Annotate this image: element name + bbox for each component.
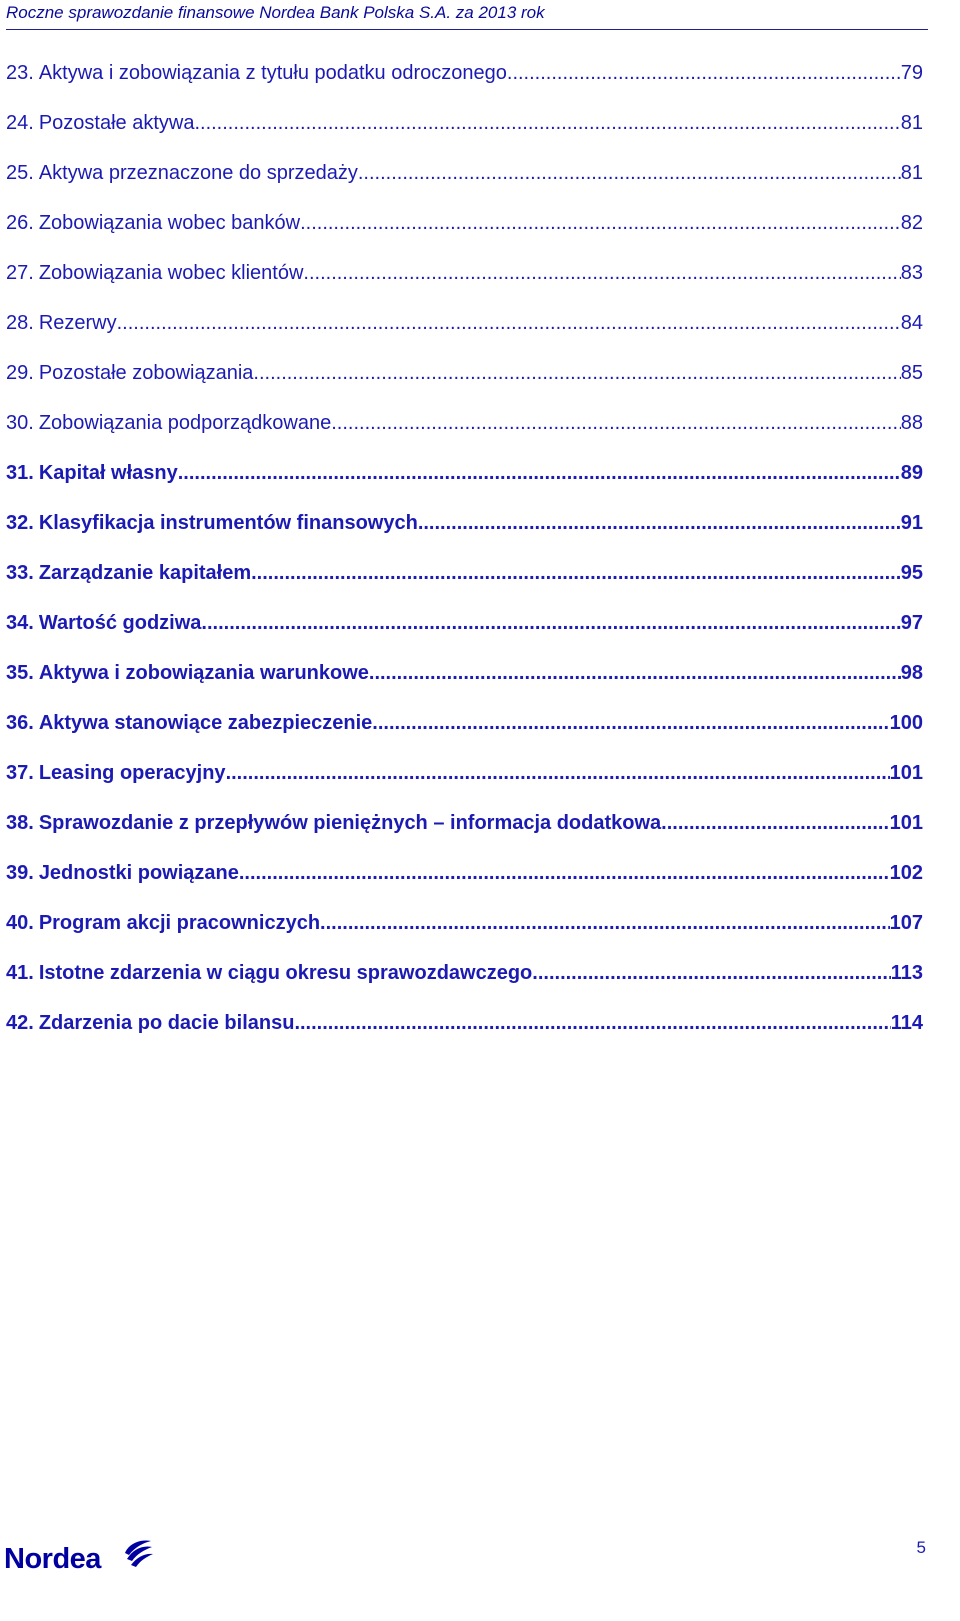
toc-entry-label: Program akcji pracowniczych (38, 912, 321, 934)
toc-entry-label: Zobowiązania podporządkowane (38, 412, 332, 434)
toc-entry-label: Zarządzanie kapitałem (38, 562, 252, 584)
toc-dot-leader (239, 860, 890, 886)
toc-entry-number: 39. (6, 862, 34, 884)
toc-entry-page: 101 (889, 812, 923, 834)
page-header (6, 3, 928, 30)
toc-dot-leader (320, 910, 890, 936)
toc-entry-page: 102 (889, 862, 923, 884)
toc-entry-page: 100 (889, 712, 923, 734)
toc-entry-page: 79 (900, 62, 923, 84)
toc-entry-page: 101 (889, 762, 923, 784)
toc-entry-page: 97 (900, 612, 923, 634)
toc-entry-page: 91 (900, 512, 923, 534)
toc-entry[interactable] (6, 260, 923, 310)
toc-entry-label: Wartość godziwa (38, 612, 202, 634)
toc-entry-label: Pozostałe aktywa (38, 112, 195, 134)
toc-entry-number: 33. (6, 562, 34, 584)
toc-dot-leader (294, 1010, 890, 1036)
toc-entry-number: 38. (6, 812, 34, 834)
toc-entry-label: Sprawozdanie z przepływów pieniężnych – informacja dodatkowa (38, 812, 662, 834)
toc-entry-label: Zobowiązania wobec banków (38, 212, 301, 234)
toc-dot-leader (532, 960, 890, 986)
toc-dot-leader (512, 60, 900, 86)
toc-entry-label: Istotne zdarzenia w ciągu okresu sprawozdawczego (38, 962, 533, 984)
toc-entry-number: 25. (6, 162, 34, 184)
toc-entry[interactable] (6, 710, 923, 760)
document-title: Roczne sprawozdanie finansowe Nordea Bank Polska S.A. za 2013 rok (6, 3, 545, 22)
toc-dot-leader (251, 560, 901, 586)
toc-entry[interactable] (6, 60, 923, 110)
toc-entry-number: 29. (6, 362, 34, 384)
toc-entry-number: 36. (6, 712, 34, 734)
toc-entry-page: 82 (900, 212, 923, 234)
toc-entry[interactable] (6, 860, 923, 910)
toc-entry[interactable] (6, 660, 923, 710)
toc-dot-leader (331, 410, 901, 436)
toc-entry[interactable] (6, 160, 923, 210)
toc-entry[interactable] (6, 910, 923, 960)
toc-dot-leader (201, 610, 900, 636)
toc-entry-label: Klasyfikacja instrumentów finansowych (38, 512, 418, 534)
toc-entry-page: 89 (900, 462, 923, 484)
toc-entry-page: 83 (900, 262, 923, 284)
toc-dot-leader (178, 460, 901, 486)
toc-entry-label: Jednostki powiązane (38, 862, 239, 884)
toc-entry-label: Zdarzenia po dacie bilansu (38, 1012, 295, 1034)
toc-entry[interactable] (6, 360, 923, 410)
toc-entry-number: 23. (6, 62, 34, 84)
toc-entry[interactable] (6, 810, 923, 860)
toc-dot-leader (358, 160, 901, 186)
toc-entry-label: Zobowiązania wobec klientów (38, 262, 304, 284)
nordea-logo (4, 1537, 154, 1571)
toc-dot-leader (194, 110, 900, 136)
page-number: 5 (916, 1538, 926, 1557)
toc-entry-label: Aktywa i zobowiązania z tytułu podatku odroczonego. (38, 62, 513, 84)
toc-entry-page: 95 (900, 562, 923, 584)
toc-entry[interactable] (6, 460, 923, 510)
toc-entry-page: 107 (889, 912, 923, 934)
toc-entry-label: Pozostałe zobowiązania (38, 362, 254, 384)
toc-entry-label: Aktywa przeznaczone do sprzedaży (38, 162, 358, 184)
toc-entry[interactable] (6, 210, 923, 260)
toc-entry-number: 34. (6, 612, 34, 634)
toc-entry-number: 35. (6, 662, 34, 684)
toc-entry-number: 27. (6, 262, 34, 284)
toc-entry[interactable] (6, 1010, 923, 1060)
toc-entry[interactable] (6, 310, 923, 360)
toc-entry[interactable] (6, 760, 923, 810)
toc-entry[interactable] (6, 510, 923, 560)
toc-entry-page: 81 (900, 162, 923, 184)
toc-entry-number: 41. (6, 962, 34, 984)
toc-dot-leader (303, 260, 900, 286)
toc-entry-page: 88 (900, 412, 923, 434)
toc-entry-page: 84 (900, 312, 923, 334)
toc-entry-page: 98 (900, 662, 923, 684)
toc-dot-leader (300, 210, 901, 236)
toc-dot-leader (369, 660, 901, 686)
toc-entry[interactable] (6, 560, 923, 610)
toc-entry[interactable] (6, 960, 923, 1010)
toc-dot-leader (253, 360, 900, 386)
toc-entry[interactable] (6, 610, 923, 660)
toc-entry-number: 37. (6, 762, 34, 784)
toc-dot-leader (372, 710, 889, 736)
toc-entry-number: 32. (6, 512, 34, 534)
toc-dot-leader (418, 510, 901, 536)
toc-entry-number: 30. (6, 412, 34, 434)
toc-entry-number: 42. (6, 1012, 34, 1034)
toc-entry-number: 31. (6, 462, 34, 484)
table-of-contents (6, 60, 923, 1060)
svg-text:Nordea: Nordea (4, 1543, 101, 1571)
toc-entry-number: 24. (6, 112, 34, 134)
toc-entry-number: 40. (6, 912, 34, 934)
toc-entry-label: Aktywa i zobowiązania warunkowe (38, 662, 369, 684)
toc-entry-label: Kapitał własny (38, 462, 178, 484)
toc-entry-number: 26. (6, 212, 34, 234)
toc-dot-leader (661, 810, 889, 836)
toc-entry-number: 28. (6, 312, 34, 334)
toc-entry-label: Aktywa stanowiące zabezpieczenie (38, 712, 373, 734)
toc-entry-page: 113 (890, 962, 923, 984)
toc-entry-page: 81 (900, 112, 923, 134)
toc-entry-page: 114 (890, 1012, 923, 1034)
toc-dot-leader (117, 310, 901, 336)
toc-entry-page: 85 (900, 362, 923, 384)
toc-entry-label: Leasing operacyjny (38, 762, 226, 784)
toc-entry-label: Rezerwy (38, 312, 117, 334)
toc-dot-leader (226, 760, 890, 786)
toc-entry[interactable] (6, 410, 923, 460)
toc-entry[interactable] (6, 110, 923, 160)
